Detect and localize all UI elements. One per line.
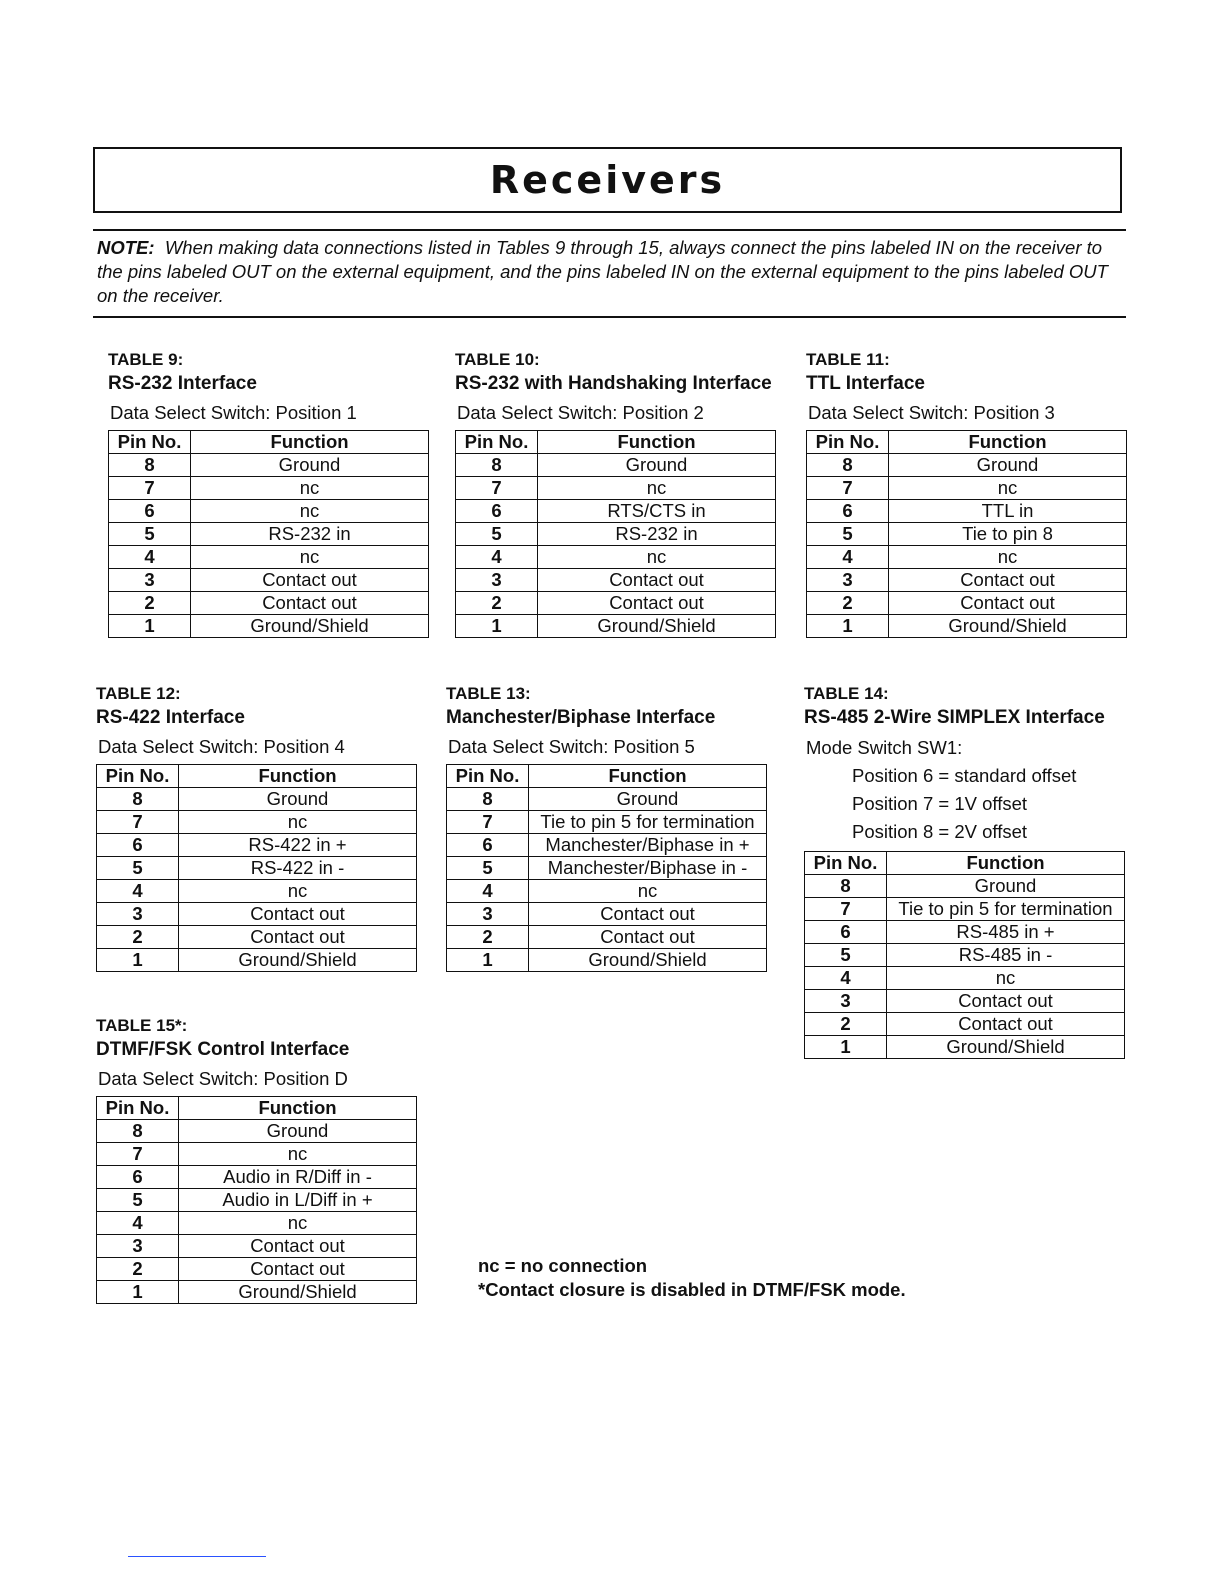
pin-function-cell: Tie to pin 5 for termination: [529, 811, 767, 834]
column-header-pin: Pin No.: [807, 431, 889, 454]
table-title: Manchester/Biphase Interface: [446, 707, 716, 728]
table-title: DTMF/FSK Control Interface: [96, 1039, 350, 1060]
pin-number-cell: 1: [109, 615, 191, 638]
table-row: [805, 875, 1125, 898]
pin-number-cell: 6: [807, 500, 889, 523]
data-select-switch: Data Select Switch: Position 5: [448, 736, 695, 757]
table-row: [109, 569, 429, 592]
pin-function-cell: nc: [191, 500, 429, 523]
pin-number-cell: 3: [447, 903, 529, 926]
pin-number-cell: 4: [807, 546, 889, 569]
pin-number-cell: 2: [109, 592, 191, 615]
mode-switch-label: Mode Switch SW1:: [806, 737, 963, 758]
pin-function-cell: RS-485 in -: [887, 944, 1125, 967]
column-header-function: Function: [889, 431, 1127, 454]
table-header-row: [109, 431, 429, 454]
pin-number-cell: 5: [805, 944, 887, 967]
pin-number-cell: 3: [97, 1235, 179, 1258]
pin-number-cell: 3: [97, 903, 179, 926]
pin-number-cell: 5: [807, 523, 889, 546]
table-row: [447, 857, 767, 880]
mode-position: Position 6 = standard offset: [852, 765, 1077, 786]
pin-function-cell: nc: [889, 477, 1127, 500]
pin-number-cell: 6: [97, 834, 179, 857]
note-label: NOTE:: [97, 237, 155, 258]
pin-function-cell: Ground: [179, 1120, 417, 1143]
pin-function-cell: nc: [191, 546, 429, 569]
table-row: [805, 967, 1125, 990]
table-row: [456, 569, 776, 592]
table-header-row: [807, 431, 1127, 454]
table-row: [97, 788, 417, 811]
table-row: [456, 592, 776, 615]
table-row: [97, 880, 417, 903]
table-row: [807, 546, 1127, 569]
mode-position: Position 8 = 2V offset: [852, 821, 1028, 842]
table-row: [109, 523, 429, 546]
pin-function-cell: Ground: [887, 875, 1125, 898]
table-header-row: [805, 852, 1125, 875]
pin-function-cell: RTS/CTS in: [538, 500, 776, 523]
pin-function-cell: Manchester/Biphase in +: [529, 834, 767, 857]
data-select-switch: Data Select Switch: Position 1: [110, 402, 357, 423]
table-row: [109, 615, 429, 638]
table-row: [97, 834, 417, 857]
pin-number-cell: 8: [97, 788, 179, 811]
table-header-row: [97, 1097, 417, 1120]
pin-number-cell: 2: [447, 926, 529, 949]
table-row: [97, 926, 417, 949]
table-row: [456, 500, 776, 523]
table-row: [807, 500, 1127, 523]
pin-table: [806, 430, 1127, 638]
pin-number-cell: 8: [805, 875, 887, 898]
pin-function-cell: nc: [887, 967, 1125, 990]
footnotes: [478, 1254, 906, 1302]
pin-function-cell: Ground/Shield: [179, 1281, 417, 1304]
pin-function-cell: nc: [529, 880, 767, 903]
table-title: RS-422 Interface: [96, 707, 245, 728]
pin-function-cell: Contact out: [529, 903, 767, 926]
pin-function-cell: Tie to pin 8: [889, 523, 1127, 546]
column-header-function: Function: [538, 431, 776, 454]
table-12-block: [96, 683, 417, 972]
pin-function-cell: Ground: [529, 788, 767, 811]
pin-function-cell: nc: [179, 1143, 417, 1166]
column-header-pin: Pin No.: [97, 1097, 179, 1120]
table-row: [807, 569, 1127, 592]
table-row: [97, 1212, 417, 1235]
pin-number-cell: 2: [807, 592, 889, 615]
table-header-row: [97, 765, 417, 788]
pin-number-cell: 3: [109, 569, 191, 592]
table-row: [97, 949, 417, 972]
pin-number-cell: 5: [97, 857, 179, 880]
table-row: [447, 926, 767, 949]
table-row: [805, 1036, 1125, 1059]
table-row: [97, 1281, 417, 1304]
pin-table: [96, 1096, 417, 1304]
table-row: [109, 592, 429, 615]
table-row: [447, 834, 767, 857]
pin-function-cell: Ground: [191, 454, 429, 477]
pin-function-cell: Contact out: [179, 1258, 417, 1281]
table-row: [109, 477, 429, 500]
pin-number-cell: 8: [97, 1120, 179, 1143]
page-title: Receivers: [489, 158, 726, 202]
table-row: [447, 788, 767, 811]
pin-function-cell: nc: [179, 811, 417, 834]
pin-number-cell: 7: [456, 477, 538, 500]
table-row: [807, 477, 1127, 500]
pin-number-cell: 1: [805, 1036, 887, 1059]
column-header-pin: Pin No.: [97, 765, 179, 788]
pin-function-cell: Contact out: [889, 569, 1127, 592]
pin-function-cell: RS-422 in +: [179, 834, 417, 857]
table-title: RS-485 2-Wire SIMPLEX Interface: [804, 707, 1105, 728]
pin-function-cell: Manchester/Biphase in -: [529, 857, 767, 880]
table-11-block: [806, 349, 1127, 638]
pin-function-cell: Contact out: [179, 903, 417, 926]
pin-number-cell: 7: [447, 811, 529, 834]
pin-number-cell: 4: [97, 880, 179, 903]
pin-function-cell: Contact out: [889, 592, 1127, 615]
pin-table: [446, 764, 767, 972]
table-row: [97, 1143, 417, 1166]
table-number: TABLE 9:: [108, 350, 184, 369]
pin-number-cell: 2: [805, 1013, 887, 1036]
table-number: TABLE 15*:: [96, 1016, 188, 1035]
pin-function-cell: Contact out: [179, 926, 417, 949]
pin-function-cell: Contact out: [191, 569, 429, 592]
pin-number-cell: 4: [97, 1212, 179, 1235]
pin-number-cell: 3: [805, 990, 887, 1013]
pin-number-cell: 4: [109, 546, 191, 569]
table-row: [97, 857, 417, 880]
table-row: [456, 546, 776, 569]
data-select-switch: Data Select Switch: Position D: [98, 1068, 348, 1089]
table-row: [97, 811, 417, 834]
column-header-function: Function: [529, 765, 767, 788]
note-text: When making data connections listed in Tables 9 through 15, always connect the pins labeled IN on the receiver to the pins labeled OUT on the external equipment, and the pins labeled IN on the external equipment to the pins labeled OUT on the receiver.: [97, 237, 1108, 306]
pin-number-cell: 6: [97, 1166, 179, 1189]
table-row: [109, 454, 429, 477]
column-header-function: Function: [179, 1097, 417, 1120]
pin-number-cell: 4: [456, 546, 538, 569]
column-header-pin: Pin No.: [109, 431, 191, 454]
column-header-function: Function: [887, 852, 1125, 875]
pin-function-cell: Ground/Shield: [538, 615, 776, 638]
mode-switch-positions: [804, 762, 1125, 846]
pin-number-cell: 2: [97, 1258, 179, 1281]
pin-function-cell: nc: [179, 1212, 417, 1235]
pin-number-cell: 8: [807, 454, 889, 477]
pin-number-cell: 7: [807, 477, 889, 500]
footnote-contact-closure: *Contact closure is disabled in DTMF/FSK mode.: [478, 1279, 906, 1300]
pin-number-cell: 8: [456, 454, 538, 477]
pin-number-cell: 4: [805, 967, 887, 990]
table-row: [447, 949, 767, 972]
pin-function-cell: RS-232 in: [191, 523, 429, 546]
table-row: [807, 523, 1127, 546]
pin-function-cell: Audio in R/Diff in -: [179, 1166, 417, 1189]
table-row: [807, 592, 1127, 615]
table-header-row: [456, 431, 776, 454]
pin-function-cell: Ground: [179, 788, 417, 811]
pin-function-cell: Ground: [889, 454, 1127, 477]
table-row: [456, 477, 776, 500]
pin-function-cell: nc: [191, 477, 429, 500]
table-14-block: [804, 683, 1125, 1059]
pin-table: [455, 430, 776, 638]
pin-function-cell: RS-485 in +: [887, 921, 1125, 944]
table-13-block: [446, 683, 767, 972]
pin-function-cell: nc: [538, 546, 776, 569]
pin-number-cell: 8: [447, 788, 529, 811]
table-row: [805, 921, 1125, 944]
table-row: [807, 615, 1127, 638]
table-number: TABLE 12:: [96, 684, 181, 703]
table-row: [456, 523, 776, 546]
page-title-box: [93, 147, 1122, 213]
pin-function-cell: Ground/Shield: [887, 1036, 1125, 1059]
pin-function-cell: Tie to pin 5 for termination: [887, 898, 1125, 921]
table-row: [456, 454, 776, 477]
pin-number-cell: 7: [97, 1143, 179, 1166]
table-row: [805, 990, 1125, 1013]
column-header-pin: Pin No.: [805, 852, 887, 875]
table-15-block: [96, 1015, 417, 1304]
pin-function-cell: Ground/Shield: [889, 615, 1127, 638]
pin-table: [96, 764, 417, 972]
table-row: [805, 898, 1125, 921]
table-title: RS-232 Interface: [108, 373, 257, 394]
bottom-link-rule: [128, 1556, 266, 1557]
table-title: TTL Interface: [806, 373, 925, 394]
pin-number-cell: 3: [807, 569, 889, 592]
pin-function-cell: TTL in: [889, 500, 1127, 523]
table-row: [447, 811, 767, 834]
table-row: [447, 903, 767, 926]
pin-number-cell: 4: [447, 880, 529, 903]
pin-table: [108, 430, 429, 638]
table-row: [97, 903, 417, 926]
pin-number-cell: 7: [805, 898, 887, 921]
table-row: [805, 944, 1125, 967]
table-row: [456, 615, 776, 638]
pin-number-cell: 6: [456, 500, 538, 523]
table-row: [807, 454, 1127, 477]
pin-function-cell: nc: [538, 477, 776, 500]
pin-number-cell: 5: [447, 857, 529, 880]
pin-function-cell: RS-232 in: [538, 523, 776, 546]
pin-function-cell: Contact out: [191, 592, 429, 615]
mode-position: Position 7 = 1V offset: [852, 793, 1028, 814]
pin-number-cell: 5: [109, 523, 191, 546]
pin-function-cell: Contact out: [887, 1013, 1125, 1036]
pin-number-cell: 6: [805, 921, 887, 944]
table-row: [97, 1189, 417, 1212]
table-row: [97, 1258, 417, 1281]
divider-bottom: [93, 316, 1126, 318]
pin-function-cell: Ground/Shield: [529, 949, 767, 972]
pin-number-cell: 1: [447, 949, 529, 972]
footnote-nc: nc = no connection: [478, 1255, 648, 1276]
data-select-switch: Data Select Switch: Position 4: [98, 736, 345, 757]
table-9-block: [108, 349, 429, 638]
data-select-switch: Data Select Switch: Position 3: [808, 402, 1055, 423]
pin-number-cell: 2: [97, 926, 179, 949]
table-number: TABLE 14:: [804, 684, 889, 703]
pin-number-cell: 5: [97, 1189, 179, 1212]
pin-number-cell: 7: [109, 477, 191, 500]
pin-function-cell: Contact out: [529, 926, 767, 949]
pin-number-cell: 6: [447, 834, 529, 857]
column-header-function: Function: [191, 431, 429, 454]
pin-function-cell: Ground/Shield: [179, 949, 417, 972]
table-number: TABLE 11:: [806, 350, 890, 369]
table-row: [109, 500, 429, 523]
pin-number-cell: 1: [807, 615, 889, 638]
pin-number-cell: 7: [97, 811, 179, 834]
table-row: [97, 1120, 417, 1143]
table-row: [97, 1235, 417, 1258]
column-header-pin: Pin No.: [456, 431, 538, 454]
column-header-function: Function: [179, 765, 417, 788]
pin-function-cell: Contact out: [538, 592, 776, 615]
pin-number-cell: 1: [97, 949, 179, 972]
pin-number-cell: 1: [97, 1281, 179, 1304]
pin-function-cell: nc: [889, 546, 1127, 569]
table-number: TABLE 13:: [446, 684, 531, 703]
table-row: [109, 546, 429, 569]
table-10-block: [455, 349, 776, 638]
table-row: [805, 1013, 1125, 1036]
pin-number-cell: 8: [109, 454, 191, 477]
pin-function-cell: Audio in L/Diff in +: [179, 1189, 417, 1212]
note-paragraph: [97, 236, 1117, 308]
pin-function-cell: Contact out: [538, 569, 776, 592]
table-header-row: [447, 765, 767, 788]
table-row: [97, 1166, 417, 1189]
pin-function-cell: Ground/Shield: [191, 615, 429, 638]
table-number: TABLE 10:: [455, 350, 540, 369]
divider-top: [93, 229, 1126, 231]
table-row: [447, 880, 767, 903]
pin-function-cell: nc: [179, 880, 417, 903]
pin-number-cell: 2: [456, 592, 538, 615]
pin-function-cell: Contact out: [179, 1235, 417, 1258]
pin-number-cell: 3: [456, 569, 538, 592]
table-title: RS-232 with Handshaking Interface: [455, 373, 772, 394]
pin-number-cell: 5: [456, 523, 538, 546]
pin-function-cell: Contact out: [887, 990, 1125, 1013]
pin-number-cell: 6: [109, 500, 191, 523]
pin-number-cell: 1: [456, 615, 538, 638]
pin-table: [804, 851, 1125, 1059]
pin-function-cell: RS-422 in -: [179, 857, 417, 880]
data-select-switch: Data Select Switch: Position 2: [457, 402, 704, 423]
pin-function-cell: Ground: [538, 454, 776, 477]
column-header-pin: Pin No.: [447, 765, 529, 788]
